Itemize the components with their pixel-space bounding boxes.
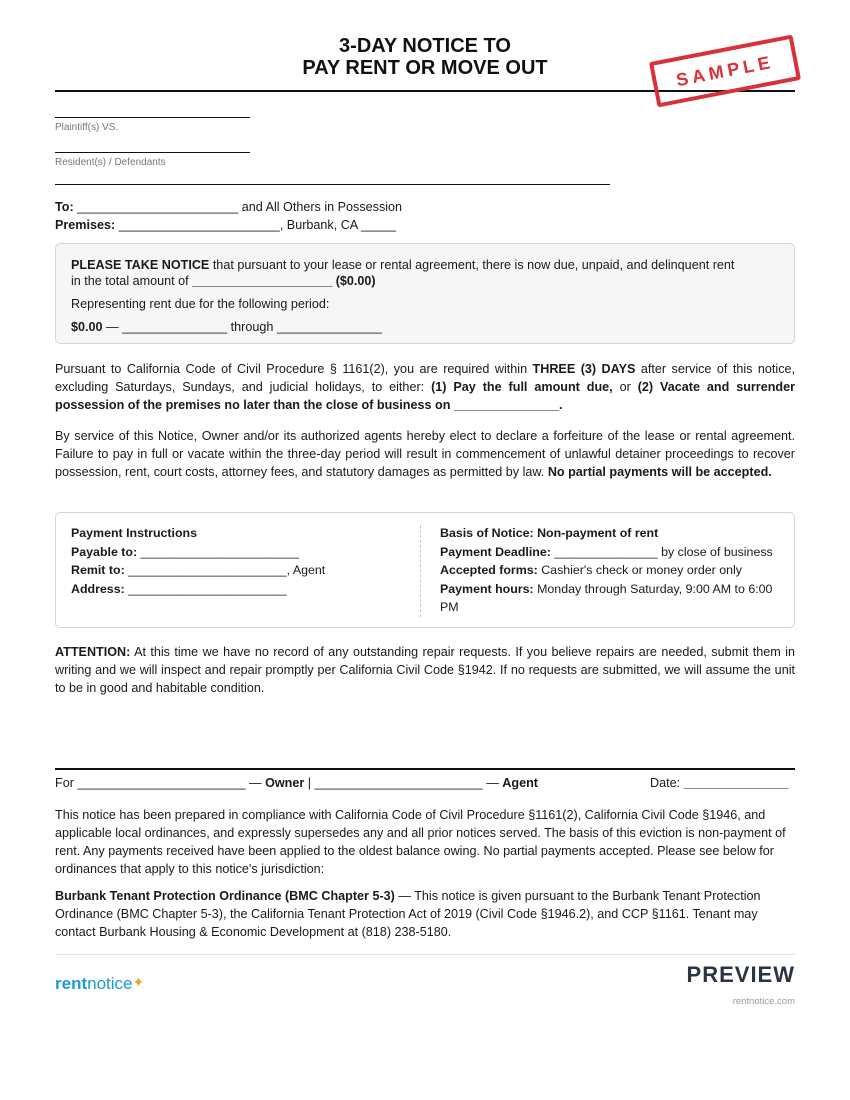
remit-line — [71, 561, 411, 580]
to-blank: _______________________ — [77, 200, 239, 214]
notice-body: that pursuant to your lease or rental agreement, there is now due, unpaid, and delinquent rent — [212, 258, 735, 272]
demand-paragraph — [55, 360, 795, 414]
forfeiture-paragraph — [55, 427, 795, 481]
compliance-paragraph: This notice has been prepared in compliance with California Code of Civil Procedure §1161(2), California Civil Code §1946, and applicable local ordinances, and expressly supersedes any and all prior notices served. The basis of this eviction is non-payment of rent. Any payments received have been applied to the oldest balance owing. No partial payments accepted. Please see below for ordinances that apply to this notice's jurisdiction: — [55, 808, 786, 876]
deadline-suffix: by close of business — [661, 544, 773, 559]
ordinance-text: — This notice is given pursuant to the Burbank Tenant Protection Ordinance (BMC Chapter 5-3), the California Tenant Protection Act of 2019 (Civil Code §1946.2), and CCP §1161. Tenant may contact Burbank Housing & Economic Development at (818) 238-5180. — [55, 889, 761, 939]
attention-text: At this time we have no record of any outstanding repair requests. If you believe repairs are needed, submit them in writing and we will inspect and repair promptly per California Civil Code §1942. If no requests are submitted, we will assume the unit to be in good and habitable condition. — [55, 645, 795, 695]
date-label: Date: — [650, 776, 681, 790]
amount-value: ($0.00) — [335, 274, 376, 288]
owner-dash: — — [249, 776, 262, 790]
payable-label: Payable to: — [71, 544, 138, 559]
amount-blank: ____________________ — [192, 274, 333, 288]
address-blank: _______________________ — [128, 581, 287, 596]
for-label: For — [55, 776, 74, 790]
title-line-2: PAY RENT OR MOVE OUT — [302, 57, 548, 79]
forms-value: Cashier's check or money order only — [541, 563, 742, 577]
premises-label: Premises: — [55, 218, 116, 232]
demand-option-1: (1) Pay the full amount due, — [431, 380, 613, 394]
agent-blank: ________________________ — [314, 776, 483, 790]
payment-box — [55, 512, 795, 628]
payment-instructions-heading: Payment Instructions — [71, 526, 197, 540]
basis-heading: Basis of Notice: Non-payment of rent — [440, 526, 659, 540]
preview-watermark: PREVIEW — [686, 962, 795, 987]
to-label: To: — [55, 200, 74, 214]
demand-text-a: Pursuant to California Code of Civil Procedure § 1161(2), you are required within — [55, 362, 528, 376]
logo-notice: notice — [87, 974, 133, 993]
payment-instructions — [71, 524, 411, 598]
column-divider — [420, 525, 421, 617]
owner-blank: ________________________ — [77, 776, 246, 790]
address-line — [71, 580, 411, 599]
demand-option-2: (2) Vacate and surrender possession of the premises no later than the close of business on _______________. — [55, 380, 796, 412]
caption-rule — [55, 184, 610, 185]
period-label: Representing rent due for the following period: — [71, 297, 330, 311]
premises-blank: _______________________ — [118, 218, 280, 232]
remit-blank: _______________________ — [128, 563, 287, 577]
rentnotice-logo — [55, 974, 144, 994]
sparkle-icon: ✦ — [132, 974, 145, 990]
site-url: rentnotice.com — [732, 996, 795, 1007]
deadline-blank: _______________ — [554, 544, 658, 559]
resident-line — [55, 152, 250, 153]
forfeiture-text: By service of this Notice, Owner and/or its authorized agents hereby elect to declare a forfeiture of the lease or rental agreement. Failure to pay in full or vacate within the three-day period will result in commencement of unlawful detainer proceedings to recover possession, rent, court costs, attorney fees, and statutory damages as permitted by law. — [55, 429, 795, 479]
attention-paragraph — [55, 643, 795, 697]
deadline-label: Payment Deadline: — [440, 544, 551, 559]
demand-days: THREE (3) DAYS — [532, 362, 636, 376]
address-label: Address: — [71, 581, 125, 596]
hours-line — [440, 580, 785, 617]
owner-label: Owner — [265, 776, 305, 790]
agent-dash: — — [486, 776, 499, 790]
amount-prefix: in the total amount of — [71, 274, 189, 288]
resident-label: Resident(s) / Defendants — [55, 157, 166, 168]
logo-rent: rent — [55, 974, 88, 993]
payable-line — [71, 543, 411, 562]
amount-line — [71, 274, 376, 288]
notice-basis — [440, 524, 785, 617]
remit-label: Remit to: — [71, 563, 125, 577]
date-field — [650, 776, 789, 790]
footer-rule — [55, 954, 795, 955]
agent-label: Agent — [502, 776, 538, 790]
premises-city: , Burbank, CA _____ — [279, 218, 397, 232]
payable-blank: _______________________ — [140, 544, 300, 559]
ordinance-title: Burbank Tenant Protection Ordinance (BMC Chapter 5-3) — [55, 889, 395, 903]
period-amount: $0.00 — [71, 320, 103, 334]
period-blank-start: _______________ — [122, 320, 228, 334]
period-blank-end: _______________ — [276, 320, 382, 334]
no-partial-payments: No partial payments will be accepted. — [547, 465, 772, 479]
to-line — [55, 200, 795, 214]
plaintiff-label: Plaintiff(s) VS. — [55, 122, 119, 133]
attention-label: ATTENTION: — [55, 645, 131, 659]
title-line-1: 3-DAY NOTICE TO — [339, 35, 511, 57]
deadline-line — [440, 543, 785, 562]
hours-value: Monday through Saturday, 9:00 AM to 6:00 PM — [440, 581, 773, 614]
signature-rule — [55, 768, 795, 770]
plaintiff-line — [55, 117, 250, 118]
period-dash: — — [106, 320, 119, 334]
remit-suffix: , Agent — [286, 563, 326, 577]
period-line — [71, 320, 382, 334]
notice-text — [71, 256, 781, 274]
forms-line — [440, 561, 785, 580]
ordinance-paragraph — [55, 887, 795, 941]
demand-or: or — [619, 380, 631, 394]
to-suffix: and All Others in Possession — [241, 200, 403, 214]
sample-stamp: SAMPLE — [649, 34, 801, 107]
hours-label: Payment hours: — [440, 581, 534, 596]
premises-line — [55, 218, 795, 232]
forms-label: Accepted forms: — [440, 563, 538, 577]
notice-lead: PLEASE TAKE NOTICE — [71, 258, 210, 272]
signature-separator: | — [307, 776, 312, 790]
notice-box — [55, 243, 795, 344]
period-through: through — [230, 320, 274, 334]
demand-text-b: after service of this notice, excluding Saturdays, Sundays, and judicial holidays, to either: — [55, 362, 796, 394]
date-blank: _______________ — [683, 776, 789, 790]
